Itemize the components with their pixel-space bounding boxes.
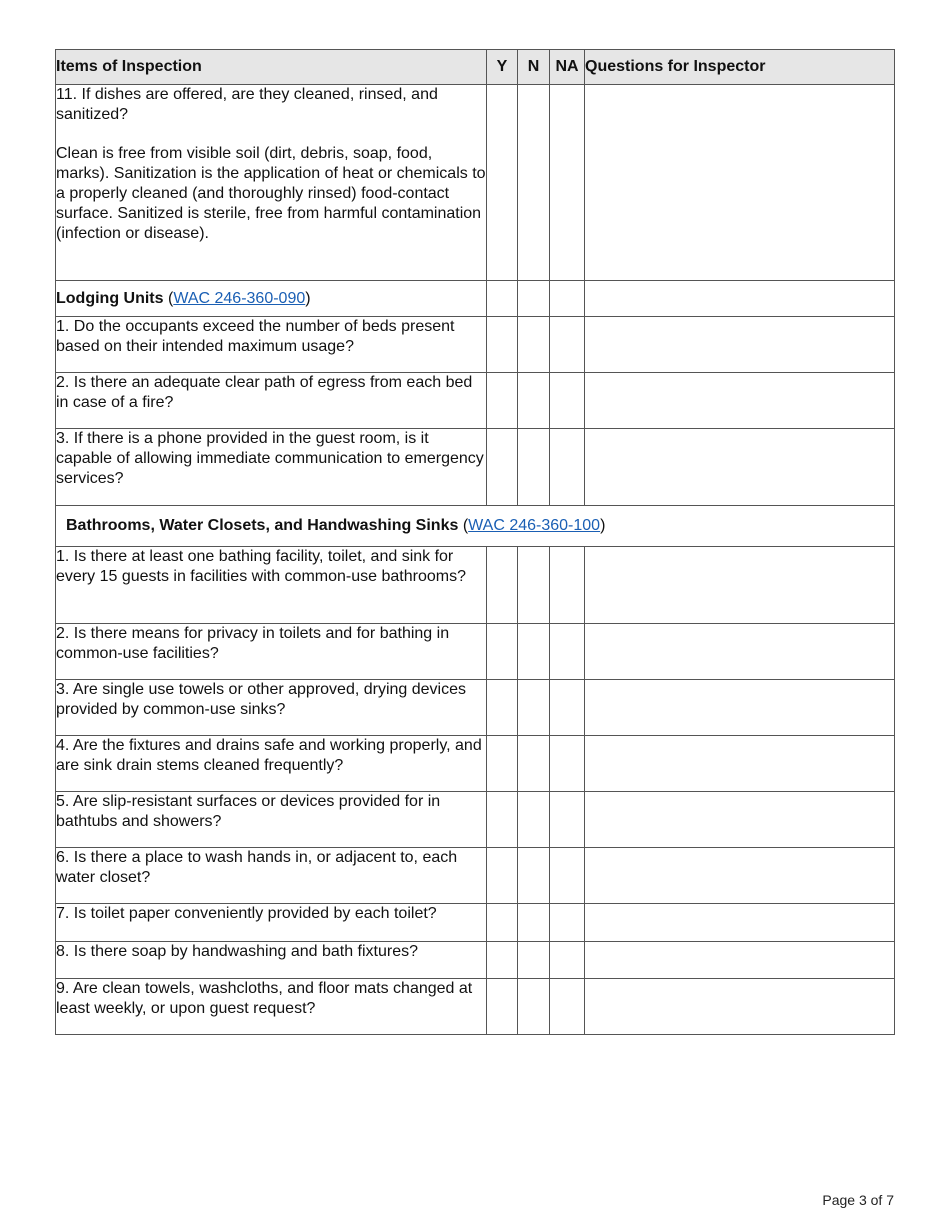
wac-link[interactable]: WAC 246-360-100 (468, 517, 601, 534)
item-cell: 8. Is there soap by handwashing and bath fixtures? (56, 942, 487, 979)
close-paren: ) (600, 517, 606, 534)
questions-cell[interactable] (585, 680, 895, 736)
header-questions-for-inspector: Questions for Inspector (585, 50, 895, 85)
questions-cell[interactable] (585, 979, 895, 1035)
item-cell: 1. Is there at least one bathing facility, toilet, and sink for every 15 guests in facilities with common-use bathrooms? (56, 547, 487, 624)
yes-cell[interactable] (487, 792, 518, 848)
questions-cell (585, 281, 895, 317)
table-header-row (56, 50, 895, 85)
item-cell: 3. If there is a phone provided in the guest room, is it capable of allowing immediate communication to emergency services? (56, 429, 487, 506)
section-title: Lodging Units (56, 289, 164, 307)
yes-cell[interactable] (487, 736, 518, 792)
open-paren: ( (462, 517, 469, 534)
na-cell[interactable] (550, 680, 585, 736)
wac-link[interactable]: WAC 246-360-090 (173, 289, 306, 307)
yes-cell[interactable] (487, 942, 518, 979)
section-title: Bathrooms, Water Closets, and Handwashing Sinks (66, 517, 459, 534)
open-paren: ( (167, 289, 174, 307)
item-cell: 9. Are clean towels, washcloths, and floor mats changed at least weekly, or upon guest request? (56, 979, 487, 1035)
no-cell[interactable] (518, 373, 550, 429)
definition-note: Clean is free from visible soil (dirt, debris, soap, food, marks). Sanitization is the application of heat or chemicals to a properly cleaned (and thoroughly rinsed) food-contact surface. Sanitized is sterile, free from harmful contamination (infection or disease). (56, 145, 486, 242)
section-heading (56, 281, 487, 317)
section-row-lodging (56, 281, 895, 317)
header-items-of-inspection: Items of Inspection (56, 50, 487, 85)
item-cell: 7. Is toilet paper conveniently provided by each toilet? (56, 904, 487, 942)
questions-cell[interactable] (585, 904, 895, 942)
questions-cell[interactable] (585, 848, 895, 904)
item-cell: 2. Is there means for privacy in toilets and for bathing in common-use facilities? (56, 624, 487, 680)
no-cell[interactable] (518, 736, 550, 792)
yes-cell[interactable] (487, 547, 518, 624)
na-cell[interactable] (550, 624, 585, 680)
close-paren: ) (305, 289, 311, 307)
na-cell[interactable] (550, 736, 585, 792)
yes-cell[interactable] (487, 848, 518, 904)
yes-cell[interactable] (487, 979, 518, 1035)
table-row (56, 429, 895, 506)
na-cell[interactable] (550, 85, 585, 281)
na-cell[interactable] (550, 942, 585, 979)
yes-cell[interactable] (487, 373, 518, 429)
na-cell[interactable] (550, 848, 585, 904)
questions-cell[interactable] (585, 792, 895, 848)
na-cell[interactable] (550, 979, 585, 1035)
table-row (56, 792, 895, 848)
no-cell[interactable] (518, 848, 550, 904)
no-cell[interactable] (518, 942, 550, 979)
no-cell (518, 281, 550, 317)
table-row (56, 942, 895, 979)
no-cell[interactable] (518, 624, 550, 680)
no-cell[interactable] (518, 792, 550, 848)
item-cell: 1. Do the occupants exceed the number of beds present based on their intended maximum usage? (56, 317, 487, 373)
no-cell[interactable] (518, 317, 550, 373)
table-row (56, 373, 895, 429)
yes-cell[interactable] (487, 904, 518, 942)
na-cell[interactable] (550, 904, 585, 942)
header-yes: Y (487, 50, 518, 85)
yes-cell[interactable] (487, 429, 518, 506)
table-row (56, 736, 895, 792)
no-cell[interactable] (518, 429, 550, 506)
na-cell[interactable] (550, 373, 585, 429)
questions-cell[interactable] (585, 624, 895, 680)
no-cell[interactable] (518, 979, 550, 1035)
header-no: N (518, 50, 550, 85)
no-cell[interactable] (518, 680, 550, 736)
no-cell[interactable] (518, 547, 550, 624)
question-text: 11. If dishes are offered, are they cleaned, rinsed, and sanitized? (56, 86, 438, 123)
table-row (56, 547, 895, 624)
table-row (56, 680, 895, 736)
table-row (56, 848, 895, 904)
na-cell[interactable] (550, 429, 585, 506)
item-cell: 3. Are single use towels or other approved, drying devices provided by common-use sinks? (56, 680, 487, 736)
na-cell (550, 281, 585, 317)
item-cell: 6. Is there a place to wash hands in, or adjacent to, each water closet? (56, 848, 487, 904)
questions-cell[interactable] (585, 942, 895, 979)
no-cell[interactable] (518, 904, 550, 942)
table-row (56, 317, 895, 373)
item-cell: 5. Are slip-resistant surfaces or devices provided for in bathtubs and showers? (56, 792, 487, 848)
questions-cell[interactable] (585, 317, 895, 373)
yes-cell[interactable] (487, 85, 518, 281)
na-cell[interactable] (550, 317, 585, 373)
item-cell: 2. Is there an adequate clear path of egress from each bed in case of a fire? (56, 373, 487, 429)
inspection-table (55, 49, 895, 1035)
yes-cell[interactable] (487, 624, 518, 680)
yes-cell[interactable] (487, 317, 518, 373)
table-row (56, 979, 895, 1035)
item-cell (56, 85, 487, 281)
questions-cell[interactable] (585, 85, 895, 281)
questions-cell[interactable] (585, 736, 895, 792)
table-row (56, 85, 895, 281)
table-row (56, 904, 895, 942)
section-heading (56, 506, 895, 547)
item-cell: 4. Are the fixtures and drains safe and working properly, and are sink drain stems cleaned frequently? (56, 736, 487, 792)
na-cell[interactable] (550, 792, 585, 848)
page-number: Page 3 of 7 (822, 1192, 894, 1208)
table-row (56, 624, 895, 680)
header-not-applicable: NA (550, 50, 585, 85)
questions-cell[interactable] (585, 373, 895, 429)
questions-cell[interactable] (585, 429, 895, 506)
no-cell[interactable] (518, 85, 550, 281)
section-row-bathrooms (56, 506, 895, 547)
questions-cell[interactable] (585, 547, 895, 624)
na-cell[interactable] (550, 547, 585, 624)
yes-cell (487, 281, 518, 317)
yes-cell[interactable] (487, 680, 518, 736)
